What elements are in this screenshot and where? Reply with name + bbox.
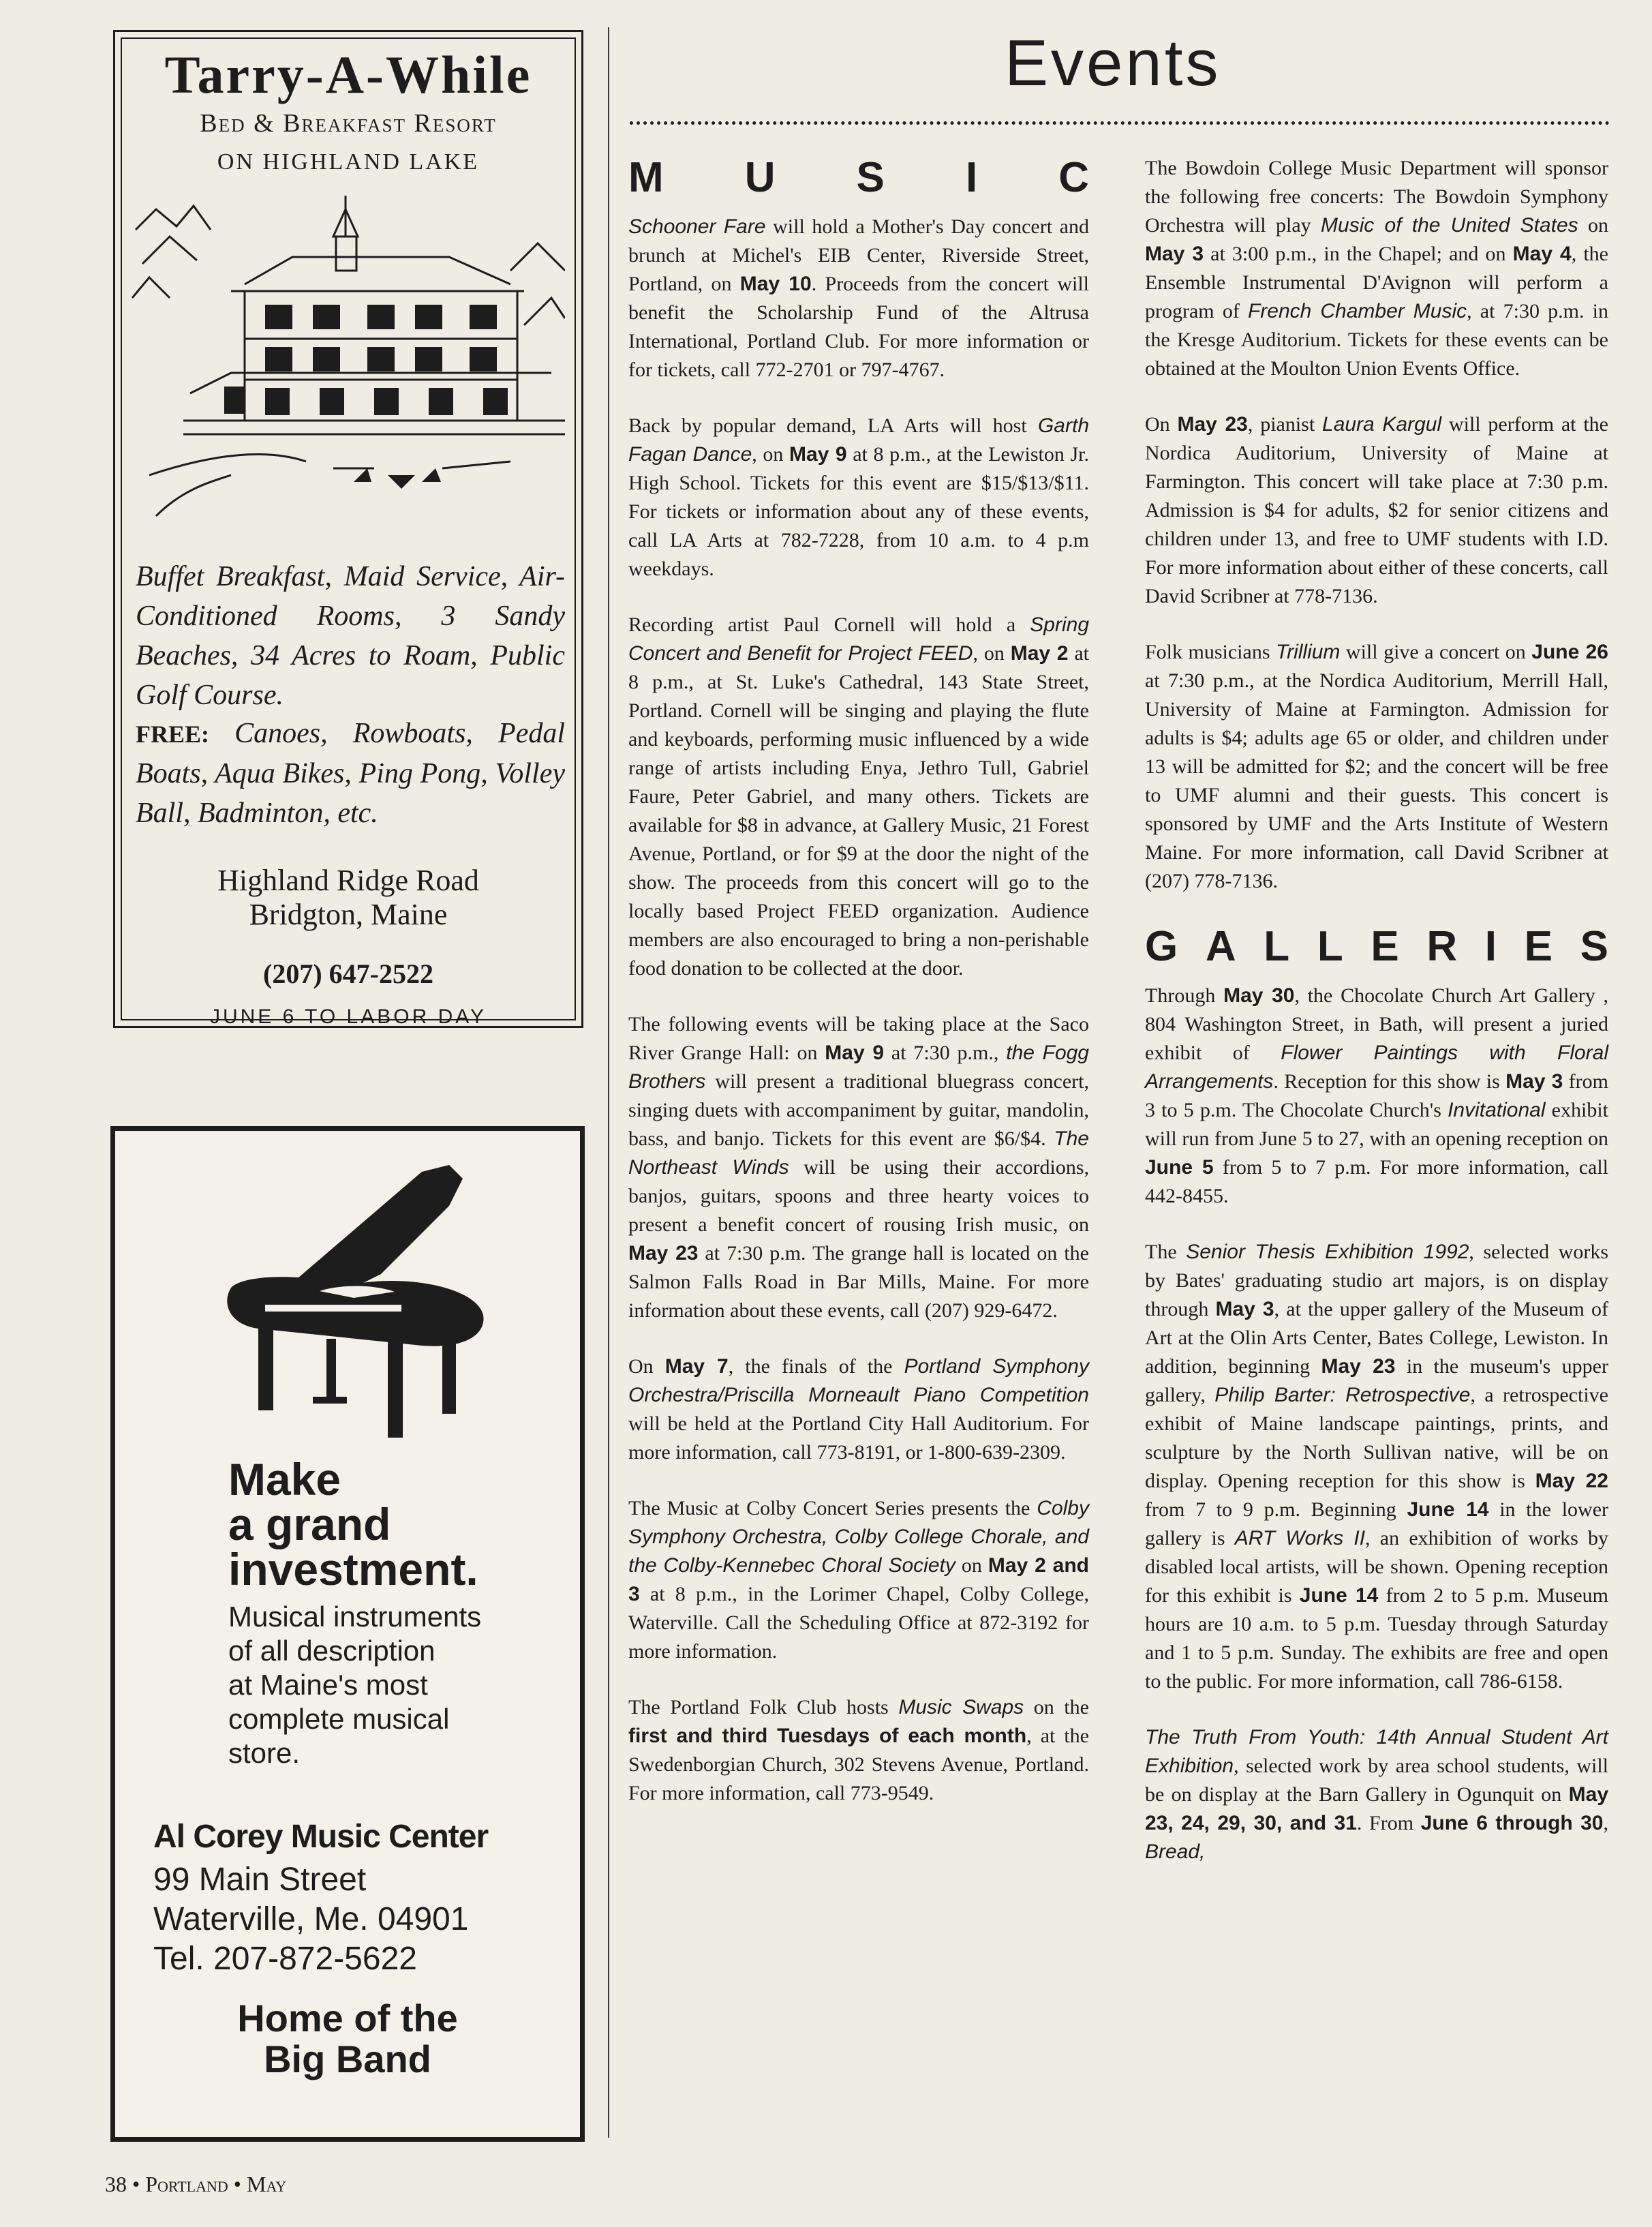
store-address: [153, 1860, 468, 1979]
heading-letter: E: [1371, 923, 1399, 970]
heading-letter: L: [1264, 923, 1290, 970]
events-column-2: [1145, 154, 1608, 1894]
publication-name: Portland: [145, 2172, 228, 2196]
headline-line1: Make: [228, 1454, 341, 1504]
inn-drawing: [129, 189, 565, 543]
heading-letter: L: [1317, 923, 1343, 970]
ad-title: Tarry-A-While: [164, 45, 532, 104]
tarry-a-while-ad: [113, 30, 583, 1028]
ad-headline: [228, 1454, 478, 1594]
desc-line2: of all description: [228, 1635, 435, 1667]
column-divider: [608, 27, 609, 2138]
desc-line3: at Maine's most: [228, 1669, 428, 1701]
heading-letter: I: [1484, 923, 1497, 970]
ad-free-amenities: [136, 714, 565, 833]
tagline-line2: Big Band: [264, 2037, 431, 2080]
event-paragraph: The Portland Folk Club hosts Music Swaps on the first and third Tuesdays of each month, at the Swedenborgian Church, 302 Stevens Avenue, Portland. For more information, call 773-9549.: [628, 1696, 1089, 1804]
event-paragraph: The Bowdoin College Music Department will sponsor the following free concerts: The Bowdoin Symphony Orchestra will play Music of the United States on May 3 at 3:00 p.m., in the Chapel; and on May 4, the Ensemble Instrumental D'Avignon will perform a program of French Chamber Music, at 7:30 p.m. in the Kresge Auditorium. Tickets for these events can be obtained at the Moulton Union Events Office.: [1145, 157, 1609, 380]
headline-line3: investment.: [228, 1544, 478, 1594]
events-dotted-rule: [630, 121, 1610, 125]
free-text: Canoes, Rowboats, Pedal Boats, Aqua Bikes, Ping Pong, Volley Ball, Badminton, etc.: [136, 718, 566, 829]
ad-location: ON HIGHLAND LAKE: [217, 149, 480, 175]
heading-letter: S: [1580, 923, 1608, 970]
grand-piano-icon: [217, 1158, 490, 1451]
galleries-heading: [1145, 923, 1608, 971]
store-name: Al Corey Music Center: [153, 1819, 489, 1855]
event-paragraph: Through May 30, the Chocolate Church Art Gallery , 804 Washington Street, in Bath, will present a juried exhibit of Flower Paintings with Floral Arrangements. Reception for this show is May 3 from 3 to 5 p.m. The Chocolate Church's Invitational exhibit will run from June 5 to 27, with an opening reception on June 5 from 5 to 7 p.m. For more information, call 442-8455.: [1145, 984, 1609, 1207]
ad-tagline: [115, 1998, 580, 2080]
page-number: 38: [105, 2172, 127, 2196]
page-footer: 38 • Portland • May: [105, 2172, 287, 2196]
heading-letter: C: [1058, 154, 1089, 201]
events-column-1: [628, 154, 1089, 1835]
event-paragraph: Schooner Fare will hold a Mother's Day concert and brunch at Michel's EIB Center, Riverside Street, Portland, on May 10. Proceeds from the concert will benefit the Scholarship Fund of the Altrusa International, Portland Club. For more information or for tickets, call 772-2701 or 797-4767.: [628, 215, 1089, 381]
heading-letter: G: [1145, 923, 1178, 970]
address-line2: Bridgton, Maine: [249, 898, 448, 931]
event-paragraph: The Senior Thesis Exhibition 1992, selected works by Bates' graduating studio art majors, is on display through May 3, at the upper gallery of the Museum of Art at the Olin Arts Center, Bates College, Lewiston. In addition, beginning May 23 in the museum's upper gallery, Philip Barter: Retrospective, a retrospective exhibit of Maine landscape paintings, prints, and sculpture by the North Sullivan native, will be on display. Opening reception for this show is May 22 from 7 to 9 p.m. Beginning June 14 in the lower gallery is ART Works II, an exhibition of works by disabled local artists, will be shown. Opening reception for this exhibit is June 14 from 2 to 5 p.m. Museum hours are 10 a.m. to 5 p.m. Tuesday through Saturday and 1 to 5 p.m. Sunday. The exhibits are free and open to the public. For more information, call 786-6158.: [1145, 1241, 1609, 1693]
al-corey-ad: [110, 1126, 585, 2142]
event-paragraph: The Truth From Youth: 14th Annual Student Art Exhibition, selected work by area school students, will be on display at the Barn Gallery in Ogunquit on May 23, 24, 29, 30, and 31. From June 6 through 30, Bread,: [1145, 1726, 1608, 1863]
ad-address: [115, 864, 581, 932]
events-title: Events: [1005, 27, 1221, 100]
store-city: Waterville, Me. 04901: [153, 1901, 469, 1937]
heading-letter: S: [856, 154, 885, 201]
event-paragraph: Recording artist Paul Cornell will hold a Spring Concert and Benefit for Project FEED, on May 2 at 8 p.m., at St. Luke's Cathedral, 143 State Street, Portland. Cornell will be singing and playing the flute and keyboards, performing music influenced by a wide range of artists including Enya, Jethro Tull, Gabriel Faure, Peter Gabriel, and many others. Tickets are available for $8 in advance, at Gallery Music, 21 Forest Avenue, Portland, or for $9 at the door the night of the show. The proceeds from this concert will go to the locally based Project FEED organization. Audience members are also encouraged to bring a non-perishable food donation to be collected at the door.: [628, 613, 1090, 980]
heading-letter: E: [1524, 923, 1552, 970]
event-paragraph: The following events will be taking place at the Saco River Grange Hall: on May 9 at 7:30 p.m., the Fogg Brothers will present a traditional bluegrass concert, singing duets with accompaniment by guitar, mandolin, bass, and banjo. Tickets for this event are $6/$4. The Northeast Winds will be using their accordions, banjos, guitars, spoons and three hearty voices to present a benefit concert of rousing Irish music, on May 23 at 7:30 p.m. The grange hall is located on the Salmon Falls Road in Bar Mills, Maine. For more information about these events, call (207) 929-6472.: [628, 1013, 1090, 1322]
event-paragraph: On May 23, pianist Laura Kargul will perform at the Nordica Auditorium, University of Maine at Farmington. This concert will take place at 7:30 p.m. Admission is $4 for adults, $2 for senior citizens and children under 13, and free to UMF students with I.D. For more information about either of these concerts, call David Scribner at 778-7136.: [1145, 413, 1608, 607]
ad-features: Buffet Breakfast, Maid Service, Air-Conditioned Rooms, 3 Sandy Beaches, 34 Acres to Roam, Public Golf Course.: [136, 561, 565, 711]
heading-letter: R: [1426, 923, 1458, 970]
heading-letter: I: [965, 154, 978, 201]
tagline-line1: Home of the: [237, 1997, 458, 2040]
free-label: FREE:: [136, 721, 209, 748]
heading-letter: M: [628, 154, 664, 201]
desc-line4: complete musical: [228, 1703, 450, 1735]
event-paragraph: Folk musicians Trillium will give a concert on June 26 at 7:30 p.m., at the Nordica Auditorium, Merrill Hall, University of Maine at Farmington. Admission for adults is $4; adults age 65 or older, and children under 13 will be admitted for $2; and the concert will be free to UMF alumni and their guests. This concert is sponsored by UMF and the Arts Institute of Western Maine. For more information, call David Scribner at (207) 778-7136.: [1145, 641, 1608, 892]
ad-description: [228, 1600, 481, 1770]
event-paragraph: On May 7, the finals of the Portland Symphony Orchestra/Priscilla Morneault Piano Competition will be held at the Portland City Hall Auditorium. For more information, call 773-8191, or 1-800-639-2309.: [628, 1355, 1089, 1464]
headline-line2: a grand: [228, 1499, 391, 1549]
heading-letter: U: [744, 154, 776, 201]
store-street: 99 Main Street: [153, 1862, 367, 1898]
event-paragraph: The Music at Colby Concert Series presents the Colby Symphony Orchestra, Colby College Chorale, and the Colby-Kennebec Choral Society on May 2 and 3 at 8 p.m., in the Lorimer Chapel, Colby College, Waterville. Call the Scheduling Office at 872-3192 for more information.: [628, 1497, 1089, 1663]
address-line1: Highland Ridge Road: [217, 864, 479, 897]
music-heading: [628, 154, 1089, 202]
store-phone: Tel. 207-872-5622: [153, 1941, 417, 1977]
ad-subtitle: Bed & Breakfast Resort: [200, 109, 497, 138]
desc-line5: store.: [228, 1737, 301, 1769]
event-paragraph: Back by popular demand, LA Arts will host Garth Fagan Dance, on May 9 at 8 p.m., at the Lewiston Jr. High School. Tickets for this event are $15/$13/$11. For tickets or information about any of these events, call LA Arts at 782-7228, from 10 a.m. to 4 p.m weekdays.: [628, 414, 1089, 580]
desc-line1: Musical instruments: [228, 1601, 482, 1633]
ad-phone: (207) 647-2522: [263, 958, 433, 989]
ad-season: JUNE 6 TO LABOR DAY: [209, 1005, 487, 1028]
issue-month: May: [246, 2172, 287, 2196]
heading-letter: A: [1205, 923, 1236, 970]
